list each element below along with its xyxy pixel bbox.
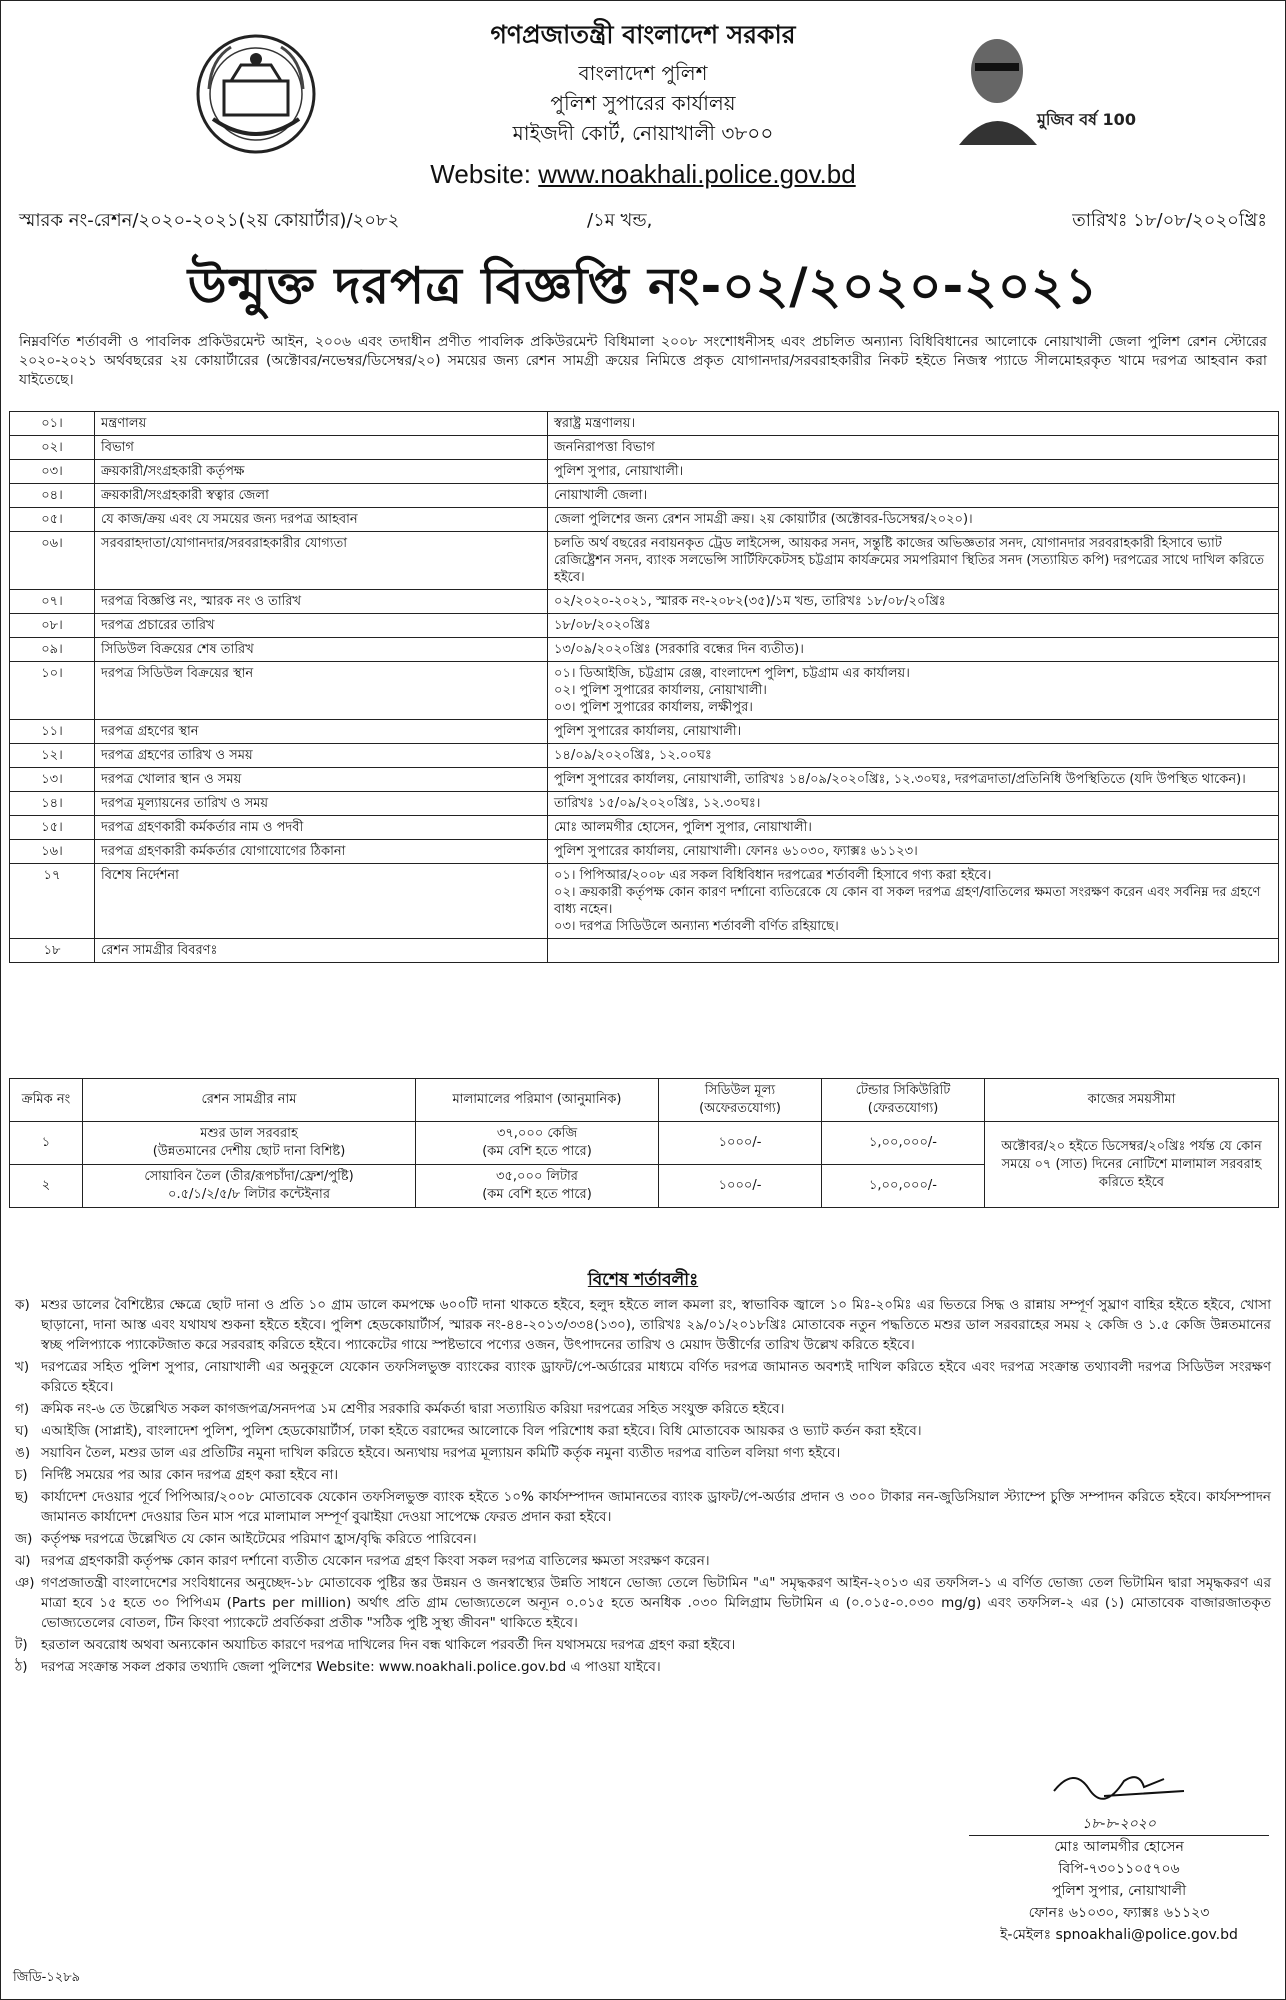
condition-item: [15, 1573, 1271, 1633]
row-number: ০৬।: [10, 532, 95, 590]
row-value-line: জননিরাপত্তা বিভাগ: [554, 440, 655, 455]
row-value: [548, 864, 1279, 939]
notice-date: তারিখঃ ১৮/০৮/২০২০খ্রিঃ: [1072, 210, 1267, 231]
condition-text: এআইজি (সাপ্লাই), বাংলাদেশ পুলিশ, পুলিশ হেডকোয়ার্টার্স, ঢাকা হইতে বরাদ্দের আলোকে বিল পরিশোধ করা হইবে। বিধি মোতাবেক আয়কর ও ভ্যাট কর্তন করা হইবে।: [41, 1423, 922, 1439]
condition-item: [15, 1551, 1271, 1571]
condition-label: গ): [15, 1401, 30, 1417]
item-name: মশুর ডাল সরবরাহ (উন্নতমানের দেশীয় ছোট দানা বিশিষ্ট): [83, 1122, 416, 1165]
row-number: ১৪।: [10, 792, 95, 816]
condition-text: গণপ্রজাতন্ত্রী বাংলাদেশের সংবিধানের অনুচ্ছেদ-১৮ মোতাবেক পুষ্টির স্তর উন্নয়ন ও জনস্বাস্থ্যের উন্নতি সাধনে ভোজ্য তেলে ভিটামিন "এ" সমৃদ্ধকরণ আইন-২০১৩ এর তফসিল-১ এ বর্ণিত ভোজ্য তেল ভিটামিন দ্বারা সমৃদ্ধকরণ এর মাত্রা হবে ১৫ হতে ৩০ পিপিএম (Parts per million) অর্থাৎ প্রতি গ্রাম ভোজ্যতেলে অন্যূন ০.০১৫ হতে অনধিক .০৩০ মিলিগ্রাম ভিটামিন এ (০.০১৫-০.০৩০ mg/g) এবং তফসিল-২ এর (১) মোতাবেক বাজারজাতকৃত ভোজ্যতেলের বোতল, টিন কিংবা প্যাকেটে প্রবর্তিকরা প্রতীক "সঠিক পুষ্টি সুস্থ্য জীবন" থাকিতে হইবে।: [41, 1575, 1271, 1631]
condition-item: [15, 1357, 1271, 1397]
row-value-line: ০২/২০২০-২০২১, স্মারক নং-২০৮২(৩৫)/১ম খন্ড, তারিখঃ ১৮/০৮/২০খ্রিঃ: [554, 594, 946, 609]
condition-text: নির্দিষ্ট সময়ের পর আর কোন দরপত্র গ্রহণ করা হইবে না।: [41, 1467, 339, 1483]
signatory-designation: পুলিশ সুপার, নোয়াখালী: [1051, 1883, 1187, 1899]
item-quantity: ৩৫,০০০ লিটার (কম বেশি হতে পারে): [416, 1165, 659, 1208]
row-value: [548, 460, 1279, 484]
row-label: দরপত্র মূল্যায়নের তারিখ ও সময়: [95, 792, 548, 816]
signatory-bp: বিপি-৭৩০১১০৫৭০৬: [1058, 1861, 1180, 1877]
mujib-logo-text: মুজিব বর্ষ 100: [1037, 110, 1136, 129]
mujib-borsho-logo-icon: [941, 27, 1136, 145]
condition-item: [15, 1399, 1271, 1419]
condition-label: ঠ): [15, 1659, 28, 1675]
condition-item: [15, 1465, 1271, 1485]
footer-code: জিডি-১২৮৯: [13, 1970, 81, 1985]
row-label: দরপত্র সিডিউল বিক্রয়ের স্থান: [95, 662, 548, 720]
detail-row: [10, 816, 1279, 840]
row-value: [548, 939, 1279, 963]
detail-row: [10, 532, 1279, 590]
row-value-line: পুলিশ সুপার, নোয়াখালী।: [554, 464, 684, 479]
signatory-name: মোঃ আলমগীর হোসেন: [969, 1835, 1269, 1858]
condition-label: ঝ): [15, 1553, 31, 1569]
row-value-line: মোঃ আলমগীর হোসেন, পুলিশ সুপার, নোয়াখালী।: [554, 820, 812, 835]
signature-block: [969, 1761, 1269, 1946]
condition-label: খ): [15, 1359, 30, 1375]
signatory-email: ই-মেইলঃ spnoakhali@police.gov.bd: [1000, 1927, 1238, 1943]
item-schedule-price: ১০০০/-: [659, 1165, 822, 1208]
detail-row: [10, 864, 1279, 939]
website-line: [1, 159, 1285, 190]
row-value-line: ১৩/০৯/২০২০খ্রিঃ (সরকারি বন্ধের দিন ব্যতীত)।: [554, 642, 804, 657]
detail-row: [10, 412, 1279, 436]
row-label: বিভাগ: [95, 436, 548, 460]
condition-item: [15, 1487, 1271, 1527]
condition-label: ঘ): [15, 1423, 29, 1439]
row-value: [548, 662, 1279, 720]
condition-text: কর্তৃপক্ষ দরপত্রে উল্লেখিত যে কোন আইটেমের পরিমাণ হ্রাস/বৃদ্ধি করিতে পারিবেন।: [41, 1531, 477, 1547]
row-value: [548, 744, 1279, 768]
government-name: গণপ্রজাতন্ত্রী বাংলাদেশ সরকার: [490, 20, 796, 49]
signature-icon: [1044, 1761, 1194, 1811]
row-label: দরপত্র গ্রহণকারী কর্মকর্তার নাম ও পদবী: [95, 816, 548, 840]
volume: /১ম খন্ড,: [587, 210, 653, 231]
row-value-line: ১৪/০৯/২০২০খ্রিঃ, ১২.০০ঘঃ: [554, 748, 712, 763]
row-number: ০৩।: [10, 460, 95, 484]
detail-row: [10, 590, 1279, 614]
row-label: ক্রয়কারী/সংগ্রহকারী কর্তৃপক্ষ: [95, 460, 548, 484]
condition-item: [15, 1443, 1271, 1463]
signatory-phone: ফোনঃ ৬১০৩০, ফ্যাক্সঃ ৬১১২৩: [1028, 1905, 1210, 1921]
condition-text: মশুর ডালের বৈশিষ্ট্যের ক্ষেত্রে ছোট দানা ও প্রতি ১০ গ্রাম ডালে কমপক্ষে ৬০০টি দানা থাকতে হইবে, হলুদ হইতে লাল কমলা রং, স্বাভাবিক জ্বালে ১০ মিঃ-২০মিঃ এর ভিতরে সিদ্ধ ও রান্নায় সম্পূর্ণ সুঘ্রাণ বাহির হইতে হইবে, খোসা ছাড়ানো, দানা আস্ত এবং যথাযথ শুকনা হইতে হইবে। পুলিশ হেডকোয়ার্টার্স, স্মারক নং-৪৪-২০১৩/৩৩৪(১৩০), তারিখঃ ২৯/০১/২০১৮খ্রিঃ মোতাবেক নতুন পদ্ধতিতে মশুর ডাল সরবরাহের সময় ২ কেজি ও ১.৫ কেজি উন্নতমানের স্বচ্ছ পলিপ্যাকে প্যাকেটজাত করে সরবরাহ করিতে হইবে। প্যাকেটের গায়ে স্পষ্টভাবে পণ্যের ওজন, উৎপাদনের তারিখ ও মেয়াদ উত্তীর্ণের তারিখ উল্লেখ করিতে হইবে।: [41, 1297, 1271, 1353]
ration-row: [10, 1122, 1279, 1165]
condition-text: দরপত্রের সহিত পুলিশ সুপার, নোয়াখালী এর অনুকূলে যেকোন তফসিলভুক্ত ব্যাংকের ব্যাংক ড্রাফট/পে-অর্ডারের মাধ্যমে বর্ণিত দরপত্র জামানত অবশ্যই দাখিল করিতে হইবে এবং দরপত্র সংক্রান্ত তথ্যাবলী দরপত্র সিডিউল সংরক্ষণ করিতে হইবে।: [41, 1359, 1271, 1395]
item-serial: ১: [10, 1122, 83, 1165]
row-value: [548, 840, 1279, 864]
row-label: দরপত্র খোলার স্থান ও সময়: [95, 768, 548, 792]
row-value-line: ০৩। দরপত্র সিডিউলে অন্যান্য শর্তাবলী বর্ণিত রহিয়াছে।: [554, 919, 839, 934]
condition-label: ক): [15, 1297, 30, 1313]
tender-details-table: [9, 411, 1279, 963]
condition-text: দরপত্র সংক্রান্ত সকল প্রকার তথ্যাদি জেলা পুলিশের Website: www.noakhali.police.gov.bd এ পাওয়া যাইবে।: [41, 1659, 661, 1675]
row-value-line: ০১। ডিআইজি, চট্টগ্রাম রেঞ্জ, বাংলাদেশ পুলিশ, চট্টগ্রাম এর কার্যালয়।: [554, 666, 910, 681]
detail-row: [10, 614, 1279, 638]
condition-text: হরতাল অবরোধ অথবা অন্যকোন অযাচিত কারণে দরপত্র দাখিলের দিন বন্ধ থাকিলে পরবর্তী দিন যথাসময়ে দরপত্র গ্রহণ করা হইবে।: [41, 1637, 736, 1653]
ration-items-table: [9, 1078, 1279, 1208]
condition-item: [15, 1295, 1271, 1355]
row-number: ১৬।: [10, 840, 95, 864]
condition-label: ছ): [15, 1489, 29, 1505]
row-label: ক্রয়কারী/সংগ্রহকারী স্বত্বার জেলা: [95, 484, 548, 508]
condition-label: চ): [15, 1467, 28, 1483]
row-value-line: চলতি অর্থ বছরের নবায়নকৃত ট্রেড লাইসেন্স, আয়কর সনদ, সন্তুষ্টি কাজের অভিজ্ঞতার সনদ, যোগানদার সরবরাহকারী হিসাবে ভ্যাট রেজিষ্ট্রেশন সনদ, ব্যাংক সলভেন্সি সার্টিফিকেটসহ চট্টগ্রাম কার্যক্রমের সমপরিমাণ স্থিতির সনদ (সত্যায়িত কপি) দরপত্রের সাথে দাখিল করিতে হইবে।: [554, 536, 1265, 585]
row-number: ০৮।: [10, 614, 95, 638]
row-label: দরপত্র গ্রহণের তারিখ ও সময়: [95, 744, 548, 768]
row-value: [548, 508, 1279, 532]
condition-item: [15, 1657, 1271, 1677]
row-value-line: ১৮/০৮/২০২০খ্রিঃ: [554, 618, 651, 633]
row-number: ১২।: [10, 744, 95, 768]
website-label: Website:: [430, 159, 531, 189]
address: মাইজদী কোর্ট, নোয়াখালী ৩৮০০: [512, 121, 774, 145]
condition-label: ঙ): [15, 1445, 31, 1461]
row-value: [548, 590, 1279, 614]
row-value-line: স্বরাষ্ট্র মন্ত্রণালয়।: [554, 416, 636, 431]
condition-label: ট): [15, 1637, 28, 1653]
col-schedule-price: সিডিউল মূল্য (অফেরতযোগ্য): [659, 1079, 822, 1122]
row-value: [548, 720, 1279, 744]
row-number: ০৫।: [10, 508, 95, 532]
row-number: ১৭: [10, 864, 95, 939]
item-serial: ২: [10, 1165, 83, 1208]
row-value-line: ০১। পিপিআর/২০০৮ এর সকল বিধিবিধান দরপত্রের শর্তাবলী হিসাবে গণ্য করা হইবে।: [554, 868, 992, 883]
item-quantity: ৩৭,০০০ কেজি (কম বেশি হতে পারে): [416, 1122, 659, 1165]
condition-text: ক্রমিক নং-৬ তে উল্লেখিত সকল কাগজপত্র/সনদপত্র ১ম শ্রেণীর সরকারি কর্মকর্তা দ্বারা সত্যায়িত করিয়া দরপত্রের সহিত সংযুক্ত করিতে হইবে।: [41, 1401, 785, 1417]
special-conditions-title: বিশেষ শর্তাবলীঃ: [587, 1270, 699, 1290]
condition-text: কার্যাদেশ দেওয়ার পূর্বে পিপিআর/২০০৮ মোতাবেক যেকোন তফসিলভুক্ত ব্যাংক হইতে ১০% কার্যসম্পাদন জামানতের ব্যাংক ড্রাফট/পে-অর্ডার প্রদান ও ৩০০ টাকার নন-জুডিসিয়াল স্ট্যাম্পে চুক্তি সম্পাদন করিতে হইবে। কার্যসম্পাদন জামানত কার্যাদেশ দেওয়ার তিন মাস পরে মালামাল সম্পূর্ণ বুঝাইয়া দেওয়া সাপেক্ষে ফেরত প্রদান করা হইবে।: [41, 1489, 1271, 1525]
row-value-line: ০৩। পুলিশ সুপারের কার্যালয়, লক্ষীপুর।: [554, 700, 753, 715]
col-serial: ক্রমিক নং: [10, 1079, 83, 1122]
row-value-line: পুলিশ সুপারের কার্যালয়, নোয়াখালী, তারিখঃ ১৪/০৯/২০২০খ্রিঃ, ১২.৩০ঘঃ, দরপত্রদাতা/প্রতিনিধি উপস্থিতিতে (যদি উপস্থিত থাকেন)।: [554, 772, 1246, 787]
row-number: ০১।: [10, 412, 95, 436]
row-number: ০২।: [10, 436, 95, 460]
item-name: সোয়াবিন তৈল (তীর/রূপচাঁদা/ফ্রেশ/পুষ্টি) ০.৫/১/২/৫/৮ লিটার কন্টেইনার: [83, 1165, 416, 1208]
condition-item: [15, 1529, 1271, 1549]
row-label: সিডিউল বিক্রয়ের শেষ তারিখ: [95, 638, 548, 662]
row-value-line: পুলিশ সুপারের কার্যালয়, নোয়াখালী।: [554, 724, 742, 739]
row-label: দরপত্র প্রচারের তারিখ: [95, 614, 548, 638]
detail-row: [10, 662, 1279, 720]
letterhead: [1, 1, 1285, 196]
row-number: ১৩।: [10, 768, 95, 792]
row-value: [548, 532, 1279, 590]
detail-row: [10, 840, 1279, 864]
condition-text: সয়াবিন তৈল, মশুর ডাল এর প্রতিটির নমুনা দাখিল করিতে হইবে। অন্যথায় দরপত্র মূল্যায়ন কমিটি কর্তৃক নমুনা ব্যতীত দরপত্র বাতিল বলিয়া গণ্য হইবে।: [41, 1445, 841, 1461]
condition-label: জ): [15, 1531, 33, 1547]
condition-text: দরপত্র গ্রহণকারী কর্তৃপক্ষ কোন কারণ দর্শানো ব্যতীত যেকোন দরপত্র গ্রহণ কিংবা সকল দরপত্র বাতিলের ক্ষমতা সংরক্ষণ করেন।: [41, 1553, 710, 1569]
row-number: ০৪।: [10, 484, 95, 508]
special-conditions-list: [15, 1295, 1271, 1679]
row-label: যে কাজ/ক্রয় এবং যে সময়ের জন্য দরপত্র আহবান: [95, 508, 548, 532]
department: বাংলাদেশ পুলিশ: [578, 61, 708, 85]
detail-row: [10, 768, 1279, 792]
row-label: দরপত্র বিজ্ঞপ্তি নং, স্মারক নং ও তারিখ: [95, 590, 548, 614]
col-tender-security: টেন্ডার সিকিউরিটি (ফেরতযোগ্য): [822, 1079, 985, 1122]
condition-label: ঞ): [15, 1575, 35, 1591]
item-security: ১,০০,০০০/-: [822, 1122, 985, 1165]
reference-line: [19, 206, 1267, 238]
detail-row: [10, 792, 1279, 816]
row-number: ১৮: [10, 939, 95, 963]
work-period: অক্টোবর/২০ হইতে ডিসেম্বর/২০খ্রিঃ পর্যন্ত যে কোন সময়ে ০৭ (সাত) দিনের নোটিশে মালামাল সরবরাহ করিতে হইবে: [985, 1122, 1279, 1208]
detail-row: [10, 460, 1279, 484]
detail-row: [10, 720, 1279, 744]
item-security: ১,০০,০০০/-: [822, 1165, 985, 1208]
signature-date: ১৮-৮-২০২০: [1082, 1816, 1156, 1832]
detail-row: [10, 638, 1279, 662]
row-number: ০৯।: [10, 638, 95, 662]
col-quantity: মালামালের পরিমাণ (আনুমানিক): [416, 1079, 659, 1122]
detail-row: [10, 436, 1279, 460]
row-value-line: পুলিশ সুপারের কার্যালয়, নোয়াখালী। ফোনঃ ৬১০৩০, ফ্যাক্সঃ ৬১১২৩।: [554, 844, 918, 859]
row-label: সরবরাহদাতা/যোগানদার/সরবরাহকারীর যোগ্যতা: [95, 532, 548, 590]
row-label: রেশন সামগ্রীর বিবরণঃ: [95, 939, 548, 963]
intro-paragraph: নিম্নবর্ণিত শর্তাবলী ও পাবলিক প্রকিউরমেন্ট আইন, ২০০৬ এবং তদাধীন প্রণীত পাবলিক প্রকিউরমেন্ট বিধিমালা ২০০৮ সংশোধনীসহ এবং প্রচলিত অন্যান্য বিধিবিধানের আলোকে নোয়াখালী জেলা পুলিশ রেশন স্টোরের ২০২০-২০২১ অর্থবছরের ২য় কোয়ার্টারের (অক্টোবর/নভেম্বর/ডিসেম্বর/২০) সময়ের জন্য রেশন সামগ্রী ক্রয়ের নিমিত্তে প্রকৃত যোগানদার/সরবরাহকারীর নিকট হইতে নিজস্ব প্যাডে সীলমোহরকৃত খামে দরপত্র আহবান করা যাইতেছে।: [19, 334, 1267, 388]
row-number: ০৭।: [10, 590, 95, 614]
row-value: [548, 412, 1279, 436]
detail-row: [10, 484, 1279, 508]
condition-item: [15, 1421, 1271, 1441]
row-label: মন্ত্রণালয়: [95, 412, 548, 436]
row-value: [548, 768, 1279, 792]
row-value: [548, 436, 1279, 460]
row-value: [548, 816, 1279, 840]
col-item-name: রেশন সামগ্রীর নাম: [83, 1079, 416, 1122]
row-value-line: ০২। ক্রয়কারী কর্তৃপক্ষ কোন কারণ দর্শানো ব্যতিরেকে যে কোন বা সকল দরপত্র গ্রহণ/বাতিলের ক্ষমতা সংরক্ষণ করেন এবং সর্বনিম্ন দর গ্রহণে বাধ্য নহেন।: [554, 885, 1261, 917]
row-label: দরপত্র গ্রহণের স্থান: [95, 720, 548, 744]
detail-row: [10, 939, 1279, 963]
row-value: [548, 484, 1279, 508]
row-value-line: নোয়াখালী জেলা।: [554, 488, 648, 503]
row-value: [548, 792, 1279, 816]
website-link[interactable]: www.noakhali.police.gov.bd: [538, 159, 856, 189]
office: পুলিশ সুপারের কার্যালয়: [550, 91, 736, 115]
item-schedule-price: ১০০০/-: [659, 1122, 822, 1165]
detail-row: [10, 508, 1279, 532]
row-number: ১১।: [10, 720, 95, 744]
detail-row: [10, 744, 1279, 768]
notice-title: উন্মুক্ত দরপত্র বিজ্ঞপ্তি নং-০২/২০২০-২০২১: [187, 257, 1099, 315]
row-value-line: তারিখঃ ১৫/০৯/২০২০খ্রিঃ, ১২.৩০ঘঃ।: [554, 796, 761, 811]
row-value: [548, 638, 1279, 662]
row-value-line: ০২। পুলিশ সুপারের কার্যালয়, নোয়াখালী।: [554, 683, 767, 698]
col-work-period: কাজের সময়সীমা: [985, 1079, 1279, 1122]
memo-number: স্মারক নং-রেশন/২০২০-২০২১(২য় কোয়ার্টার)/২০৮২: [19, 210, 400, 231]
row-label: বিশেষ নির্দেশনা: [95, 864, 548, 939]
row-number: ১০।: [10, 662, 95, 720]
row-value: [548, 614, 1279, 638]
ration-header-row: [10, 1079, 1279, 1122]
row-label: দরপত্র গ্রহণকারী কর্মকর্তার যোগাযোগের ঠিকানা: [95, 840, 548, 864]
row-number: ১৫।: [10, 816, 95, 840]
row-value-line: জেলা পুলিশের জন্য রেশন সামগ্রী ক্রয়। ২য় কোয়ার্টার (অক্টোবর-ডিসেম্বর/২০২০)।: [554, 512, 973, 527]
condition-item: [15, 1635, 1271, 1655]
